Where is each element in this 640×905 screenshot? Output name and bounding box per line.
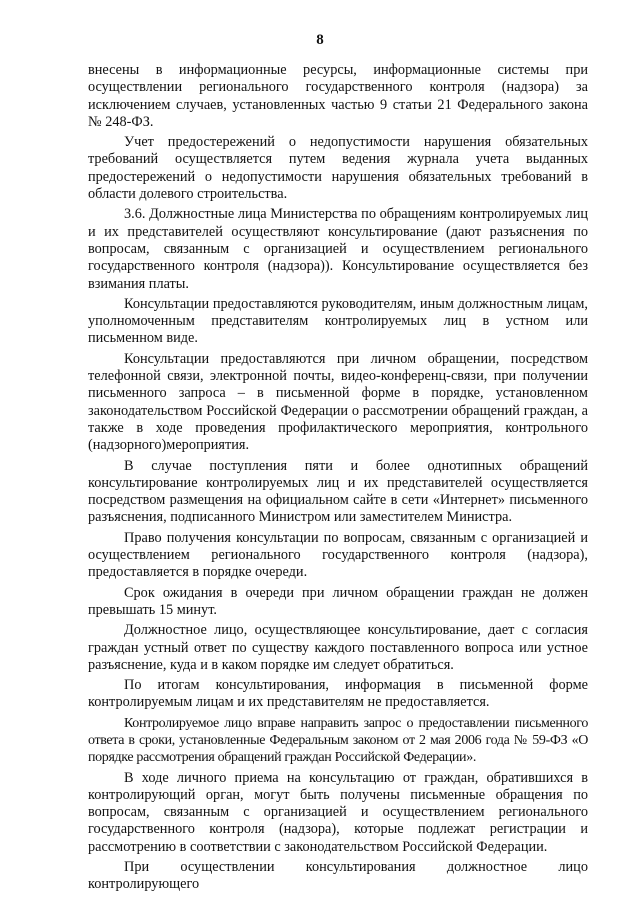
page-number: 8 bbox=[316, 32, 324, 48]
paragraph-consultation-channels: Консультации предоставляются при личном обращении, посредством телефонной связи, электронной почты, видео-конференц-связи, при получении письменного запроса – в письменной форме в порядке, установленном законодательством Российской Федерации о рассмотрении обращений граждан, а также в ходе проведения профилактического мероприятия, контрольного (надзорного)мероприятия. bbox=[88, 350, 588, 454]
paragraph-waiting-time: Срок ожидания в очереди при личном обращении граждан не должен превышать 15 минут. bbox=[88, 584, 588, 618]
paragraph-continuation: внесены в информационные ресурсы, информационные системы при осуществлении регионального государственного контроля (надзора) за исключением случаев, установленных частью 9 статьи 21 Федерального закона № 248-ФЗ. bbox=[88, 62, 588, 130]
paragraph-written-request: Контролируемое лицо вправе направить запрос о предоставлении письменного ответа в сроки, установленные Федеральным законом от 2 мая 2006 года № 59-ФЗ «О порядке рассмотрения обращений граждан Российской Федерации». bbox=[88, 715, 588, 766]
paragraph-section-3-6: 3.6. Должностные лица Министерства по обращениям контролируемых лиц и их представителей осуществляют консультирование (дают разъяснения по вопросам, связанным с организацией и осуществлением регионального государственного контроля (надзора)). Консультирование осуществляется без взимания платы. bbox=[88, 206, 588, 292]
paragraph-warnings-log: Учет предостережений о недопустимости нарушения обязательных требований осуществляется путем ведения журнала учета выданных предостережений о недопустимости нарушения обязательных требований в области долевого строительства. bbox=[88, 134, 588, 203]
paragraph-queue-order: Право получения консультации по вопросам, связанным с организацией и осуществлением регионального государственного контроля (надзора), предоставляется в порядке очереди. bbox=[88, 529, 588, 581]
paragraph-consulting-official: При осуществлении консультирования должностное лицо контролирующего bbox=[88, 859, 588, 893]
paragraph-consultation-recipients: Консультации предоставляются руководителям, иным должностным лицам, уполномоченным представителям контролируемых лиц в устном или письменном виде. bbox=[88, 295, 588, 347]
body-text bbox=[88, 62, 588, 897]
paragraph-personal-reception: В ходе личного приема на консультацию от граждан, обратившихся в контролирующий орган, могут быть получены письменные обращения по вопросам, связанным с организацией и осуществлением регионального государственного контроля (надзора), которые подлежат регистрации и рассмотрению в соответствии с законодательством Российской Федерации. bbox=[88, 769, 588, 855]
paragraph-repeated-requests: В случае поступления пяти и более однотипных обращений консультирование контролируемых лиц и их представителей осуществляется посредством размещения на официальном сайте в сети «Интернет» письменного разъяснения, подписанного Министром или заместителем Министра. bbox=[88, 457, 588, 526]
paragraph-oral-answer: Должностное лицо, осуществляющее консультирование, дает с согласия граждан устный ответ по существу каждого поставленного вопроса или устное разъяснение, куда и в каком порядке им следует обратиться. bbox=[88, 622, 588, 673]
paragraph-no-written-info: По итогам консультирования, информация в письменной форме контролируемым лицам и их представителям не предоставляется. bbox=[88, 677, 588, 711]
